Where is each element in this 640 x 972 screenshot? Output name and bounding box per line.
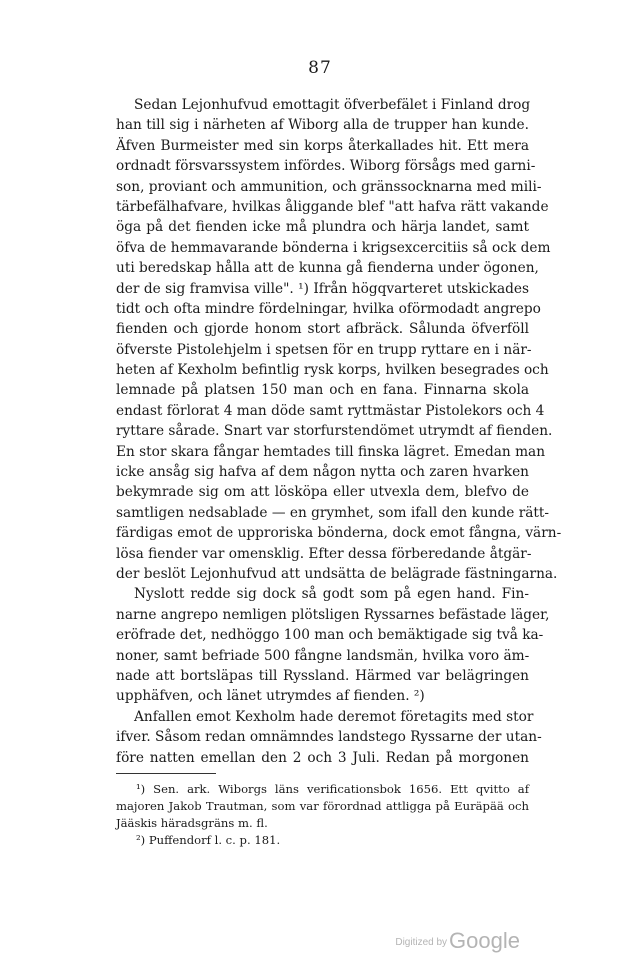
text-line: före natten emellan den 2 och 3 Juli. Redan på morgonen [116, 749, 529, 766]
text-line: fienden och gjorde honom stort afbräck. Sålunda öfverföll [116, 321, 529, 338]
text-line: narne angrepo nemligen plötsligen Ryssarnes befästade läger, [116, 606, 550, 623]
page-number: 87 [308, 58, 332, 78]
text-line: nade att bortsläpas till Ryssland. Härmed var belägringen [116, 667, 529, 684]
text-line: ifver. Såsom redan omnämndes landstego Ryssarne der utan- [116, 729, 542, 746]
footnote-rule [116, 773, 216, 774]
text-line: der beslöt Lejonhufvud att undsätta de belägrade fästningarna. [116, 565, 558, 582]
body-text [116, 95, 562, 768]
google-logo: Google [449, 928, 520, 953]
text-line: Nyslott redde sig dock så godt som på egen hand. Fin- [134, 586, 529, 603]
text-line: icke ansåg sig hafva af dem någon nytta och zaren hvarken [116, 464, 529, 481]
footnote-line: ²) Puffendorf l. c. p. 181. [136, 833, 281, 847]
text-line: ryttare sårade. Snart var storfurstendömet utrymdt af fienden. [116, 423, 553, 440]
text-line: lemnade på platsen 150 man och en fana. Finnarna skola [116, 382, 529, 399]
text-line: tidt och ofta mindre fördelningar, hvilka oförmodadt angrepo [116, 300, 541, 317]
text-line: upphäfven, och länet utrymdes af fienden. ²) [116, 688, 425, 705]
text-line: samtligen nedsablade — en grymhet, som ifall den kunde rätt- [116, 504, 550, 521]
text-line: öga på det fienden icke må plundra och härja landet, samt [116, 219, 529, 236]
text-line: Äfven Burmeister med sin korps återkallades hit. Ett mera [116, 137, 529, 154]
text-line: färdigas emot de upproriska bönderna, dock emot fångna, värn- [116, 525, 562, 542]
footnote-line: ¹) Sen. ark. Wiborgs läns verificationsbok 1656. Ett qvitto af [136, 782, 529, 796]
footnotes [116, 781, 529, 849]
text-line: eröfrade det, nedhöggo 100 man och bemäktigade sig två ka- [116, 627, 544, 644]
text-line: Sedan Lejonhufvud emottagit öfverbefälet i Finland drog [134, 97, 531, 113]
digitized-watermark [395, 928, 520, 954]
text-line: noner, samt befriade 500 fångne landsmän, hvilka voro äm- [116, 647, 530, 664]
text-line: Anfallen emot Kexholm hade deremot företagits med stor [134, 708, 534, 725]
text-line: uti beredskap hålla att de kunna gå fienderna under ögonen, [116, 260, 539, 277]
text-line: bekymrade sig om att lösköpa eller utvexla dem, blefvo de [116, 484, 529, 501]
text-line: der de sig framvisa ville". ¹) Ifrån högqvarteret utskickades [116, 280, 529, 297]
text-line: ordnadt försvarssystem infördes. Wiborg försågs med garni- [116, 158, 536, 175]
footnote-line: majoren Jakob Trautman, som var förordnad attligga på Euräpää och [116, 799, 529, 813]
text-line: öfva de hemmavarande bönderna i krigsexcercitiis så ock dem [116, 239, 551, 256]
text-line: son, proviant och ammunition, och gränssocknarna med mili- [116, 178, 542, 195]
text-line: En stor skara fångar hemtades till finska lägret. Emedan man [116, 443, 546, 460]
text-line: öfverste Pistolehjelm i spetsen för en trupp ryttare en i när- [116, 341, 532, 358]
text-line: han till sig i närheten af Wiborg alla de trupper han kunde. [116, 117, 529, 134]
footnote-line: Jääskis häradsgräns m. fl. [116, 816, 268, 830]
text-line: tärbefälhafvare, hvilkas åliggande blef "att hafva rätt vakande [116, 198, 549, 215]
text-line: lösa fiender var omensklig. Efter dessa förberedande åtgär- [116, 545, 532, 562]
text-line: heten af Kexholm befintlig rysk korps, hvilken besegrades och [116, 362, 549, 379]
watermark-prefix: Digitized by [395, 937, 448, 948]
text-line: endast förlorat 4 man döde samt ryttmästar Pistolekors och 4 [116, 402, 545, 419]
